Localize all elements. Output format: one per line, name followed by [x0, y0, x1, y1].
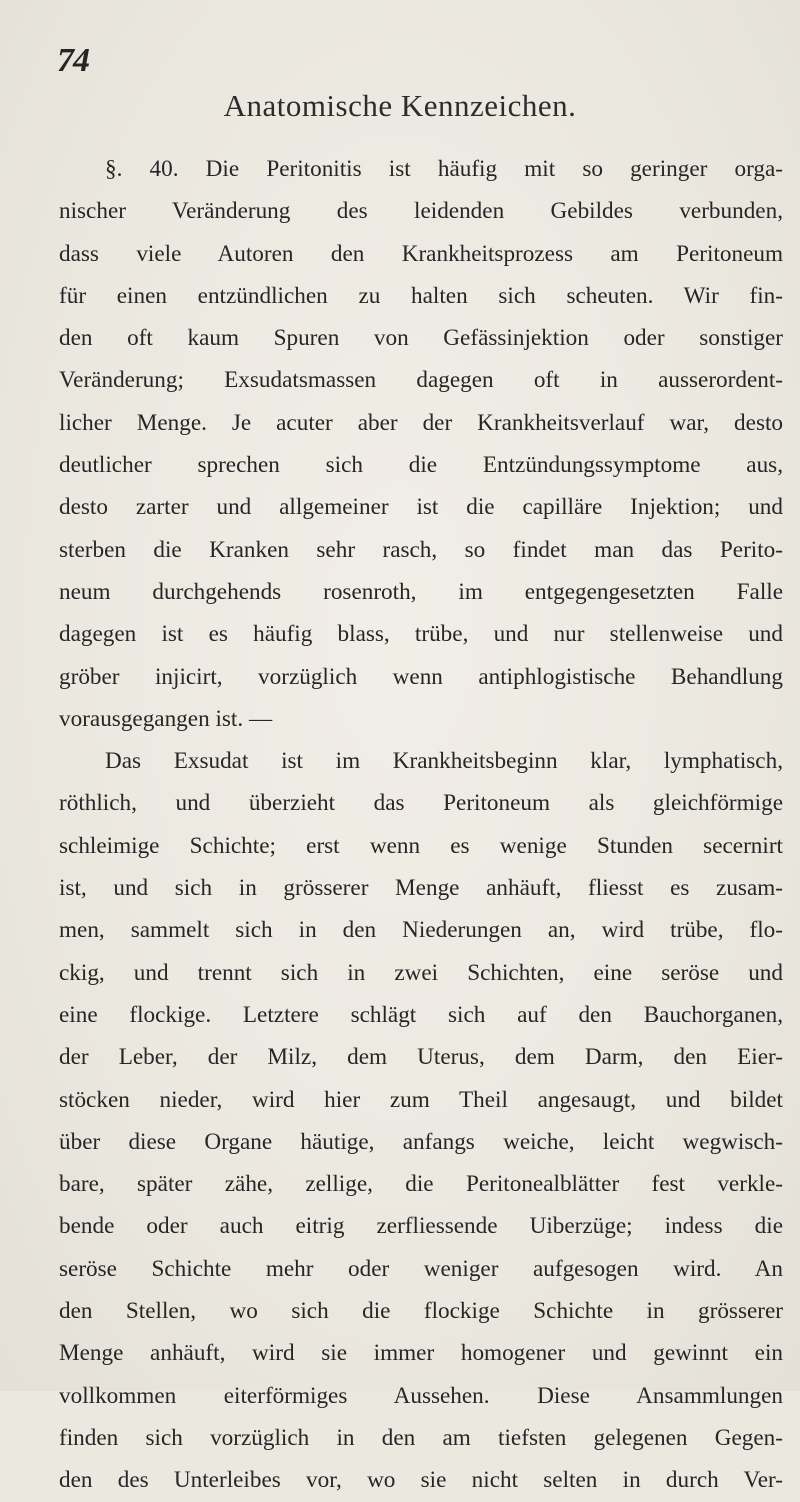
text-line: den Stellen, wo sich die flockige Schichte in grösserer: [59, 1298, 783, 1325]
text-line: gröber injicirt, vorzüglich wenn antiphlogistische Behandlung: [59, 663, 783, 690]
text-line: finden sich vorzüglich in den am tiefsten gelegenen Gegen-: [59, 1424, 783, 1451]
text-line: Menge anhäuft, wird sie immer homogener und gewinnt ein: [59, 1340, 783, 1367]
text-line: Das Exsudat ist im Krankheitsbeginn klar, lymphatisch,: [105, 748, 783, 775]
text-line: bende oder auch eitrig zerfliessende Uiberzüge; indess die: [59, 1213, 783, 1240]
text-line: desto zarter und allgemeiner ist die capilläre Injektion; und: [59, 494, 783, 521]
text-line: sterben die Kranken sehr rasch, so findet man das Perito-: [59, 536, 783, 563]
text-line: vollkommen eiterförmiges Aussehen. Diese Ansammlungen: [59, 1382, 783, 1409]
text-line: stöcken nieder, wird hier zum Theil angesaugt, und bildet: [59, 1086, 783, 1113]
text-line: dass viele Autoren den Krankheitsprozess am Peritoneum: [59, 240, 783, 267]
text-line: Veränderung; Exsudatsmassen dagegen oft in ausserordent-: [59, 367, 783, 394]
text-line: der Leber, der Milz, dem Uterus, dem Darm, den Eier-: [59, 1044, 783, 1071]
text-line: nischer Veränderung des leidenden Gebildes verbunden,: [59, 198, 783, 225]
text-line: eine flockige. Letztere schlägt sich auf den Bauchorganen,: [59, 1001, 783, 1028]
text-line: neum durchgehends rosenroth, im entgegengesetzten Falle: [59, 578, 783, 605]
paragraph-2: [59, 740, 783, 1501]
text-line: über diese Organe häutige, anfangs weiche, leicht wegwisch-: [59, 1128, 783, 1155]
text-line: licher Menge. Je acuter aber der Krankheitsverlauf war, desto: [59, 409, 783, 436]
text-line: ckig, und trennt sich in zwei Schichten, eine seröse und: [59, 959, 783, 986]
text-line: deutlicher sprechen sich die Entzündungssymptome aus,: [59, 452, 783, 479]
paragraph-1: [59, 148, 783, 740]
text-line: schleimige Schichte; erst wenn es wenige Stunden secernirt: [59, 832, 783, 859]
text-line: den oft kaum Spuren von Gefässinjektion oder sonstiger: [59, 325, 783, 352]
running-head: Anatomische Kennzeichen.: [223, 88, 577, 123]
page-number: 74: [57, 42, 89, 79]
body-text: [59, 148, 783, 1502]
text-line: dagegen ist es häufig blass, trübe, und nur stellenweise und: [59, 621, 783, 648]
text-line: röthlich, und überzieht das Peritoneum als gleichförmige: [59, 790, 783, 817]
text-line: men, sammelt sich in den Niederungen an, wird trübe, flo-: [59, 917, 783, 944]
text-line: ist, und sich in grösserer Menge anhäuft, fliesst es zusam-: [59, 875, 783, 902]
text-line: bare, später zähe, zellige, die Peritonealblätter fest verkle-: [59, 1171, 783, 1198]
text-line: §. 40. Die Peritonitis ist häufig mit so geringer orga-: [105, 156, 783, 182]
text-line: vorausgegangen ist. —: [59, 705, 273, 732]
text-line: den des Unterleibes vor, wo sie nicht selten in durch Ver-: [59, 1467, 783, 1494]
text-line: seröse Schichte mehr oder weniger aufgesogen wird. An: [59, 1255, 783, 1282]
text-line: für einen entzündlichen zu halten sich scheuten. Wir fin-: [59, 282, 783, 309]
